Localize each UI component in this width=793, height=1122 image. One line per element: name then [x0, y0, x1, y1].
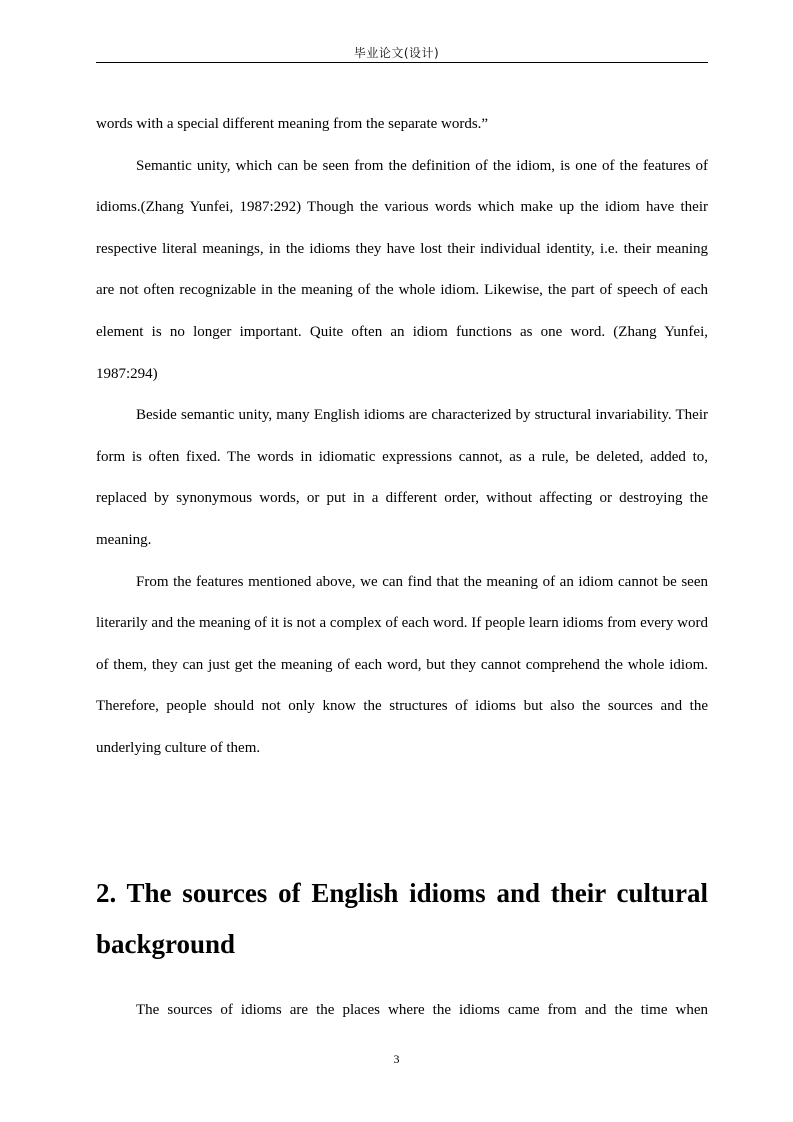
running-header: 毕业论文(设计): [353, 46, 440, 60]
page-number: 3: [393, 1052, 400, 1066]
body-text: [96, 104, 708, 770]
paragraph-structural-invariability: Beside semantic unity, many English idioms are characterized by structural invariability. Their form is often fixed. The words in idiomatic expressions cannot, as a rule, be deleted, added to, replaced by synonymous words, or put in a different order, without affecting or destroying the meaning.: [96, 407, 708, 548]
section-heading: 2. The sources of English idioms and their cultural background: [96, 878, 708, 959]
section-first-line: The sources of idioms are the places where the idioms came from and the time when: [136, 1002, 708, 1018]
paragraph-features-summary: From the features mentioned above, we can find that the meaning of an idiom cannot be seen literarily and the meaning of it is not a complex of each word. If people learn idioms from every word of them, they can just get the meaning of each word, but they cannot comprehend the whole idiom. Therefore, people should not only know the structures of idioms but also the sources and the underlying culture of them.: [96, 573, 708, 756]
paragraph-semantic-unity: Semantic unity, which can be seen from the definition of the idiom, is one of the features of idioms.(Zhang Yunfei, 1987:292) Though the various words which make up the idiom have their respective literal meanings, in the idioms they have lost their individual identity, i.e. their meaning are not often recognizable in the meaning of the whole idiom. Likewise, the part of speech of each element is no longer important. Quite often an idiom functions as one word. (Zhang Yunfei, 1987:294): [96, 157, 708, 382]
paragraph-continuation: words with a special different meaning from the separate words.”: [96, 116, 489, 132]
header-divider: [96, 62, 708, 63]
